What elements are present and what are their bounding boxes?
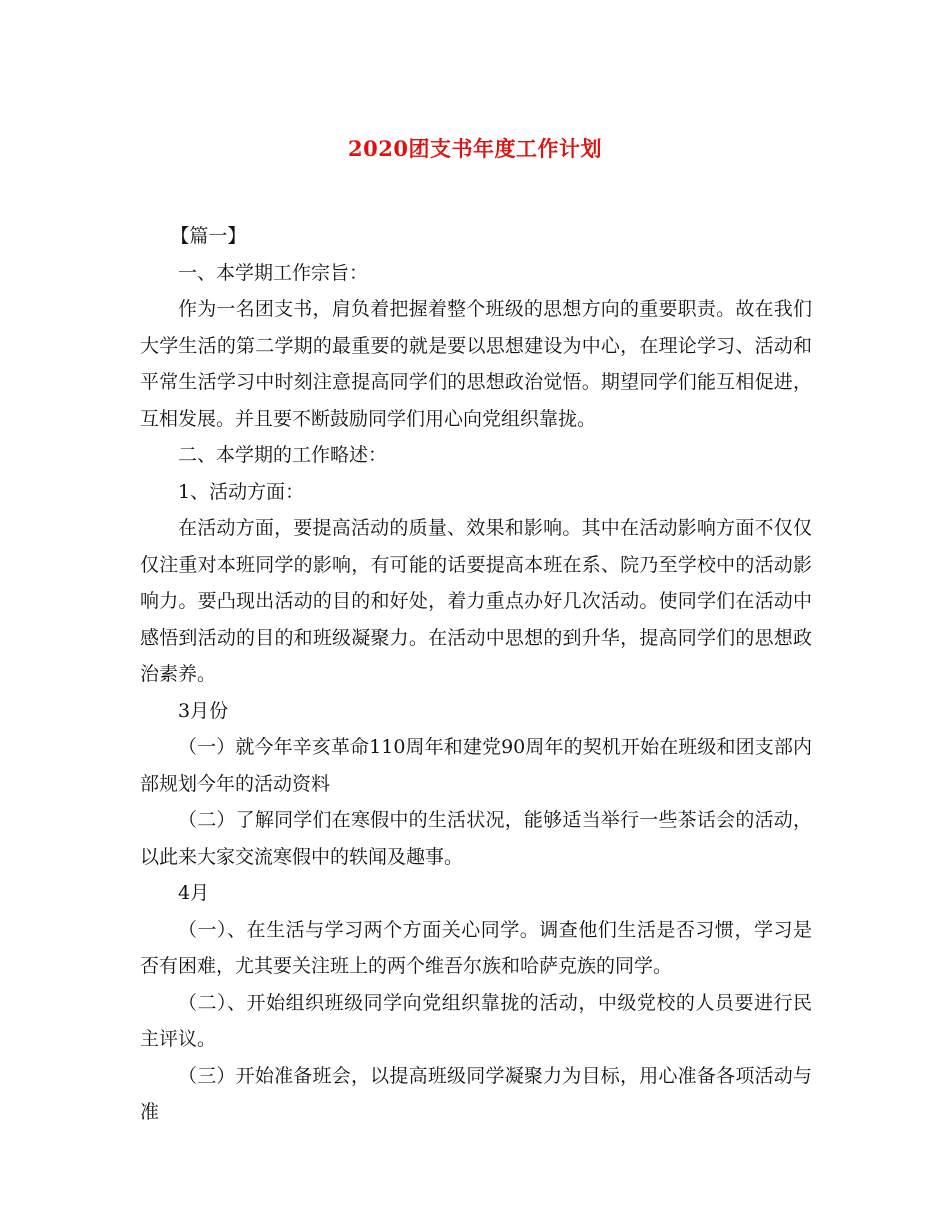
paragraph-april-item-2: （二）、开始组织班级同学向党组织靠拢的活动，中级党校的人员要进行民主评议。: [140, 991, 812, 1050]
paragraph-march-item-1: （一）就今年辛亥革命110周年和建党90周年的契机开始在班级和团支部内部规划今年的活动资料: [140, 736, 812, 795]
paragraph-activities: 在活动方面，要提高活动的质量、效果和影响。其中在活动影响方面不仅仅仅注重对本班同学的影响，有可能的话要提高本班在系、院乃至学校中的活动影响力。要凸现出活动的目的和好处，着力重点办好几次活动。使同学们在活动中感悟到活动的目的和班级凝聚力。在活动中思想的到升华，提高同学们的思想政治素养。: [140, 517, 812, 685]
paragraph-april-item-1: （一）、在生活与学习两个方面关心同学。调查他们生活是否习惯，学习是否有困难，尤其要关注班上的两个维吾尔族和哈萨克族的同学。: [140, 918, 812, 977]
heading-march: 3月份: [178, 699, 229, 722]
paragraph-march-item-2: （二）了解同学们在寒假中的生活状况，能够适当举行一些茶话会的活动，以此来大家交流寒假中的轶闻及趣事。: [140, 809, 812, 868]
heading-activities: 1、活动方面：: [178, 480, 305, 503]
heading-work-purpose: 一、本学期工作宗旨：: [178, 261, 369, 284]
section-heading-part-one: 【篇一】: [170, 225, 247, 247]
heading-april: 4月: [178, 882, 210, 904]
paragraph-april-item-3: （三）开始准备班会，以提高班级同学凝聚力为目标，用心准备各项活动与准: [140, 1064, 812, 1123]
paragraph-work-purpose: 作为一名团支书，肩负着把握着整个班级的思想方向的重要职责。故在我们大学生活的第二学期的最重要的就是要以思想建设为中心，在理论学习、活动和平常生活学习中时刻注意提高同学们的思想政治觉悟。期望同学们能互相促进，互相发展。并且要不断鼓励同学们用心向党组织靠拢。: [140, 298, 812, 430]
heading-work-overview: 二、本学期的工作略述：: [178, 444, 388, 466]
document-body: [140, 218, 812, 1131]
document-title: 2020团支书年度工作计划: [348, 136, 602, 161]
